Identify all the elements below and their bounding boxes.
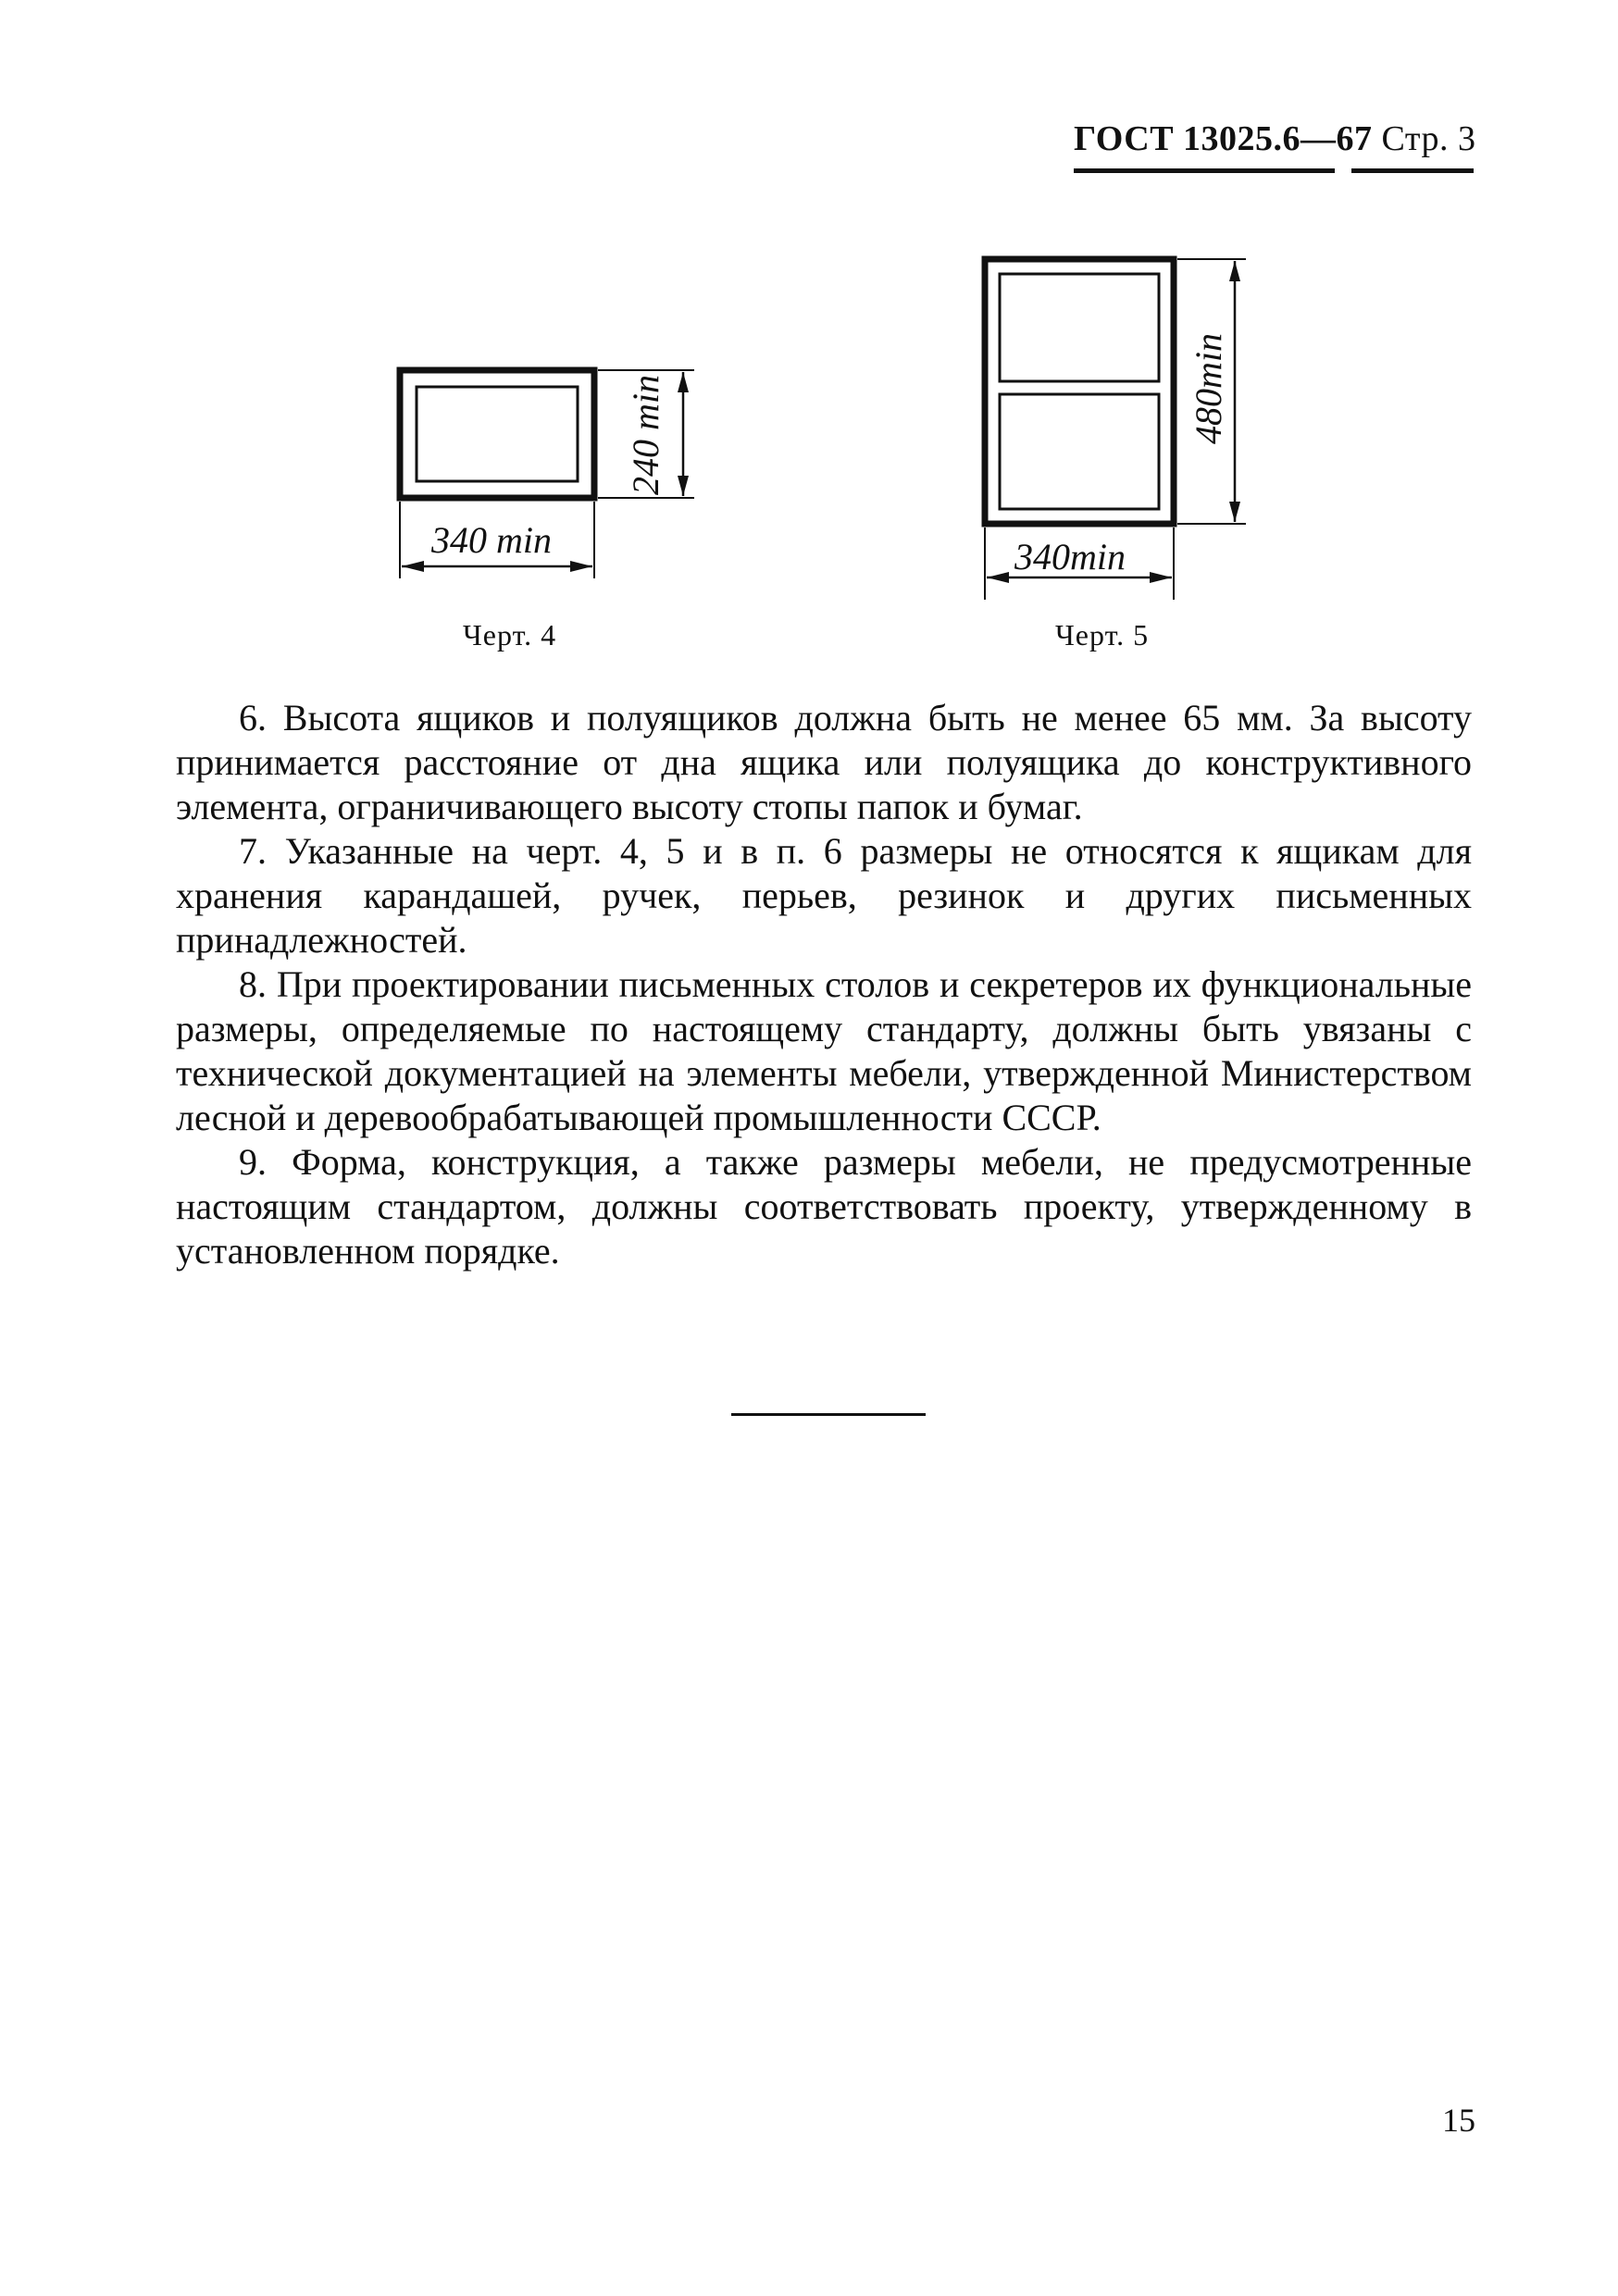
page-header [1074,118,1474,174]
height-dimension-label: 480min [1188,333,1229,444]
body-text [176,696,1472,1273]
page-number: 15 [1442,2102,1475,2139]
paragraph-9: 9. Форма, конструкция, а также размеры мебели, не предусмотренные настоящим стандартом, должны соответствовать проекту, утвержденному в установленном порядке. [176,1141,1472,1272]
standard-number: ГОСТ 13025.6—67 [1074,119,1373,158]
width-dimension-label: 340min [1014,536,1126,577]
paragraph-8: 8. При проектировании письменных столов и секретеров их функциональные размеры, определяемые по настоящему стандарту, должны быть увязаны с технической документацией на элементы мебели, утвержденной Министерством лесной и деревообрабатывающей промышленности СССР. [176,963,1472,1138]
height-dimension-label: 240 min [625,375,666,495]
drawing-5-svg [963,248,1333,655]
drawer-outer-frame [400,370,594,498]
upper-drawer-section [1000,274,1159,381]
end-of-section-rule [731,1413,926,1416]
header-rule-right [1351,168,1474,173]
drawing-4 [370,352,741,652]
page-label: Стр. 3 [1381,119,1476,158]
width-dimension-label: 340 min [431,519,552,561]
figure-caption: Черт. 5 [1055,618,1150,652]
drawing-4-svg [370,352,741,648]
drawing-5 [963,248,1333,655]
lower-drawer-section [1000,394,1159,509]
paragraph-6: 6. Высота ящиков и полуящиков должна быть не менее 65 мм. За высоту принимается расстояние от дна ящика или полуящика до конструктивного элемента, ограничивающего высоту стопы папок и бумаг. [176,697,1472,827]
paragraph-7: 7. Указанные на черт. 4, 5 и в п. 6 размеры не относятся к ящикам для хранения карандашей, ручек, перьев, резинок и других письменных принадлежностей. [176,830,1472,961]
drawer-inner-frame [417,387,578,481]
figure-caption: Черт. 4 [463,618,557,652]
drawer-outer-frame [985,259,1174,524]
header-rule-left [1074,168,1335,173]
